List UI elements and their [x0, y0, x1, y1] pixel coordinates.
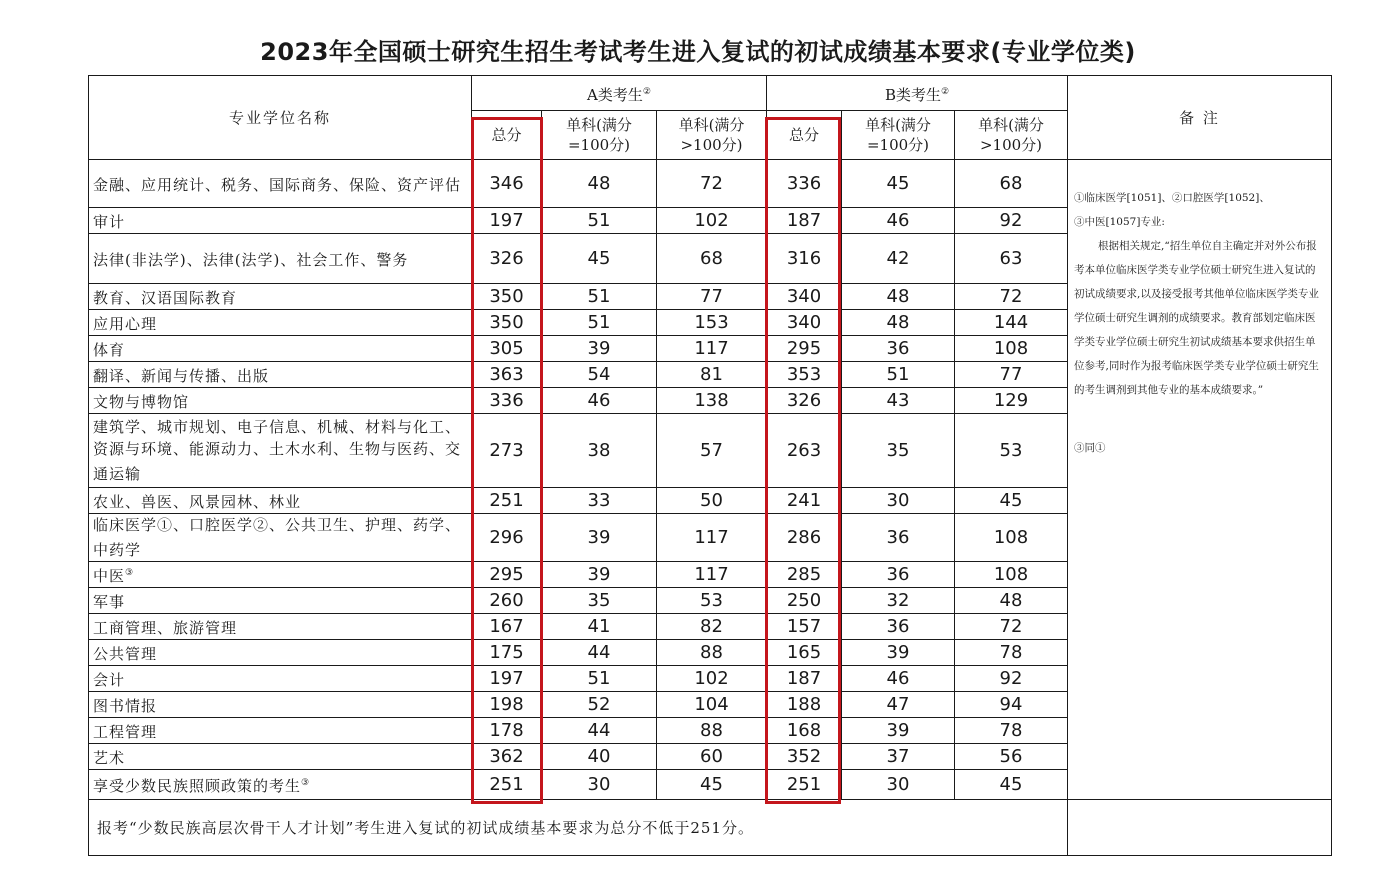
- a-total-cell: 350: [472, 310, 542, 336]
- a-total-cell: 197: [472, 666, 542, 692]
- degree-name-cell: 享受少数民族照顾政策的考生③: [89, 770, 472, 800]
- a-single-gt100-cell: 153: [657, 310, 767, 336]
- b-total-cell: 326: [767, 388, 842, 414]
- a-single-100-cell: 33: [542, 488, 657, 514]
- a-single-gt100-cell: 88: [657, 718, 767, 744]
- a-single-100-cell: 40: [542, 744, 657, 770]
- degree-name-cell: 审计: [89, 208, 472, 234]
- degree-name-cell: 临床医学①、口腔医学②、公共卫生、护理、药学、中药学: [89, 514, 472, 562]
- b-single-100-cell: 37: [842, 744, 955, 770]
- b-single-100-cell: 39: [842, 718, 955, 744]
- b-single-gt100-cell: 72: [955, 284, 1068, 310]
- degree-name-cell: 工商管理、旅游管理: [89, 614, 472, 640]
- b-total-cell: 157: [767, 614, 842, 640]
- a-single-gt100-cell: 102: [657, 666, 767, 692]
- a-total-cell: 197: [472, 208, 542, 234]
- b-single-100-cell: 36: [842, 614, 955, 640]
- a-single-gt100-cell: 138: [657, 388, 767, 414]
- a-single-100-cell: 44: [542, 640, 657, 666]
- b-single-gt100-cell: 94: [955, 692, 1068, 718]
- footer-row: [89, 800, 1332, 856]
- a-single-gt100-cell: 77: [657, 284, 767, 310]
- a-single-100-cell: 39: [542, 514, 657, 562]
- b-single-100-cell: 48: [842, 284, 955, 310]
- a-single-gt100-cell: 68: [657, 234, 767, 284]
- b-single-100-cell: 35: [842, 414, 955, 488]
- b-single-100-cell: 46: [842, 208, 955, 234]
- remark-line3: 根据相关规定,“招生单位自主确定并对外公布报考本单位临床医学类专业学位硕士研究生进入复试的初试成绩要求,以及接受报考其他单位临床医学类专业学位硕士研究生调剂的成绩要求。教育部划定临床医学类专业学位硕士研究生初试成绩基本要求供招生单位参考,同时作为报考临床医学类专业学位硕士研究生的考生调剂到其他专业的基本成绩要求。”: [1074, 240, 1319, 396]
- degree-name-cell: 军事: [89, 588, 472, 614]
- b-single-gt100-cell: 77: [955, 362, 1068, 388]
- b-single-100-cell: 48: [842, 310, 955, 336]
- a-single-100-cell: 52: [542, 692, 657, 718]
- score-table: [88, 75, 1332, 856]
- a-total-cell: 251: [472, 488, 542, 514]
- b-single-gt100-cell: 108: [955, 562, 1068, 588]
- degree-name-cell: 公共管理: [89, 640, 472, 666]
- header-row-1: [89, 76, 1332, 111]
- a-total-cell: 346: [472, 160, 542, 208]
- a-single-gt100-cell: 117: [657, 562, 767, 588]
- a-single-gt100-cell: 82: [657, 614, 767, 640]
- b-total-cell: 188: [767, 692, 842, 718]
- a-total-cell: 198: [472, 692, 542, 718]
- a-total-cell: 295: [472, 562, 542, 588]
- a-total-header: 总分: [472, 111, 542, 160]
- b-single-100-cell: 46: [842, 666, 955, 692]
- a-single-100-cell: 54: [542, 362, 657, 388]
- b-total-cell: 165: [767, 640, 842, 666]
- b-single-100-cell: 45: [842, 160, 955, 208]
- degree-name-cell: 会计: [89, 666, 472, 692]
- b-total-cell: 352: [767, 744, 842, 770]
- b-single-100-header: 单科(满分 =100分): [842, 111, 955, 160]
- b-single-gt100-cell: 78: [955, 718, 1068, 744]
- a-single-100-header: 单科(满分 =100分): [542, 111, 657, 160]
- a-total-cell: 251: [472, 770, 542, 800]
- a-single-gt100-cell: 72: [657, 160, 767, 208]
- b-total-cell: 241: [767, 488, 842, 514]
- degree-name-cell: 法律(非法学)、法律(法学)、社会工作、警务: [89, 234, 472, 284]
- b-total-cell: 263: [767, 414, 842, 488]
- a-single-100-cell: 51: [542, 310, 657, 336]
- a-total-cell: 326: [472, 234, 542, 284]
- b-single-gt100-cell: 68: [955, 160, 1068, 208]
- a-single-100-cell: 39: [542, 336, 657, 362]
- b-total-cell: 250: [767, 588, 842, 614]
- degree-name-header: 专业学位名称: [89, 76, 472, 160]
- remarks-cell: [1068, 160, 1332, 800]
- a-single-gt100-cell: 57: [657, 414, 767, 488]
- degree-name-cell: 艺术: [89, 744, 472, 770]
- a-total-cell: 175: [472, 640, 542, 666]
- a-single-100-cell: 51: [542, 284, 657, 310]
- b-single-gt100-cell: 144: [955, 310, 1068, 336]
- a-single-100-cell: 51: [542, 666, 657, 692]
- a-total-cell: 336: [472, 388, 542, 414]
- a-total-cell: 178: [472, 718, 542, 744]
- a-total-cell: 362: [472, 744, 542, 770]
- footer-note: 报考“少数民族高层次骨干人才计划”考生进入复试的初试成绩基本要求为总分不低于251分。: [89, 800, 1068, 856]
- b-single-gt100-cell: 108: [955, 336, 1068, 362]
- b-total-cell: 340: [767, 310, 842, 336]
- b-single-gt100-header: 单科(满分 >100分): [955, 111, 1068, 160]
- b-single-100-cell: 30: [842, 488, 955, 514]
- a-total-cell: 305: [472, 336, 542, 362]
- b-total-cell: 286: [767, 514, 842, 562]
- degree-name-cell: 文物与博物馆: [89, 388, 472, 414]
- b-single-100-cell: 30: [842, 770, 955, 800]
- b-single-100-cell: 36: [842, 336, 955, 362]
- a-single-100-cell: 38: [542, 414, 657, 488]
- a-total-cell: 167: [472, 614, 542, 640]
- b-single-gt100-cell: 108: [955, 514, 1068, 562]
- b-total-cell: 251: [767, 770, 842, 800]
- a-single-100-cell: 48: [542, 160, 657, 208]
- b-single-gt100-cell: 45: [955, 488, 1068, 514]
- table-row: [89, 160, 1332, 208]
- remarks-header: 备 注: [1068, 76, 1332, 160]
- b-total-cell: 340: [767, 284, 842, 310]
- degree-name-cell: 金融、应用统计、税务、国际商务、保险、资产评估: [89, 160, 472, 208]
- footer-remarks-empty: [1068, 800, 1332, 856]
- degree-name-cell: 应用心理: [89, 310, 472, 336]
- degree-name-cell: 建筑学、城市规划、电子信息、机械、材料与化工、资源与环境、能源动力、土木水利、生物与医药、交通运输: [89, 414, 472, 488]
- group-b-header: B类考生②: [767, 76, 1068, 111]
- degree-name-cell: 工程管理: [89, 718, 472, 744]
- remark-line1: ①临床医学[1051]、②口腔医学[1052]、: [1074, 192, 1270, 204]
- degree-name-cell: 农业、兽医、风景园林、林业: [89, 488, 472, 514]
- b-total-cell: 168: [767, 718, 842, 744]
- a-single-gt100-cell: 60: [657, 744, 767, 770]
- b-single-100-cell: 51: [842, 362, 955, 388]
- a-single-100-cell: 39: [542, 562, 657, 588]
- a-single-gt100-cell: 81: [657, 362, 767, 388]
- remark-line2: ③中医[1057]专业:: [1074, 216, 1165, 228]
- b-single-gt100-cell: 92: [955, 208, 1068, 234]
- a-single-gt100-cell: 53: [657, 588, 767, 614]
- b-single-gt100-cell: 56: [955, 744, 1068, 770]
- a-single-gt100-header: 单科(满分 >100分): [657, 111, 767, 160]
- a-total-cell: 273: [472, 414, 542, 488]
- b-total-cell: 295: [767, 336, 842, 362]
- b-single-gt100-cell: 92: [955, 666, 1068, 692]
- b-single-100-cell: 42: [842, 234, 955, 284]
- b-total-cell: 187: [767, 666, 842, 692]
- degree-name-cell: 图书情报: [89, 692, 472, 718]
- remark-line4: ③同①: [1074, 442, 1106, 454]
- b-total-cell: 187: [767, 208, 842, 234]
- a-single-gt100-cell: 50: [657, 488, 767, 514]
- degree-name-cell: 体育: [89, 336, 472, 362]
- page-title: 2023年全国硕士研究生招生考试考生进入复试的初试成绩基本要求(专业学位类): [260, 38, 1136, 66]
- b-single-100-cell: 36: [842, 562, 955, 588]
- degree-name-cell: 翻译、新闻与传播、出版: [89, 362, 472, 388]
- b-single-gt100-cell: 48: [955, 588, 1068, 614]
- b-total-header: 总分: [767, 111, 842, 160]
- b-single-gt100-cell: 63: [955, 234, 1068, 284]
- a-single-gt100-cell: 45: [657, 770, 767, 800]
- a-single-100-cell: 45: [542, 234, 657, 284]
- degree-name-cell: 中医③: [89, 562, 472, 588]
- b-single-100-cell: 32: [842, 588, 955, 614]
- a-single-100-cell: 46: [542, 388, 657, 414]
- b-total-cell: 285: [767, 562, 842, 588]
- a-single-gt100-cell: 117: [657, 514, 767, 562]
- a-single-gt100-cell: 102: [657, 208, 767, 234]
- b-single-gt100-cell: 53: [955, 414, 1068, 488]
- b-total-cell: 336: [767, 160, 842, 208]
- b-total-cell: 316: [767, 234, 842, 284]
- a-total-cell: 350: [472, 284, 542, 310]
- a-single-100-cell: 51: [542, 208, 657, 234]
- a-single-100-cell: 44: [542, 718, 657, 744]
- b-single-gt100-cell: 45: [955, 770, 1068, 800]
- a-single-gt100-cell: 88: [657, 640, 767, 666]
- a-single-gt100-cell: 117: [657, 336, 767, 362]
- a-single-100-cell: 35: [542, 588, 657, 614]
- a-total-cell: 260: [472, 588, 542, 614]
- a-total-cell: 363: [472, 362, 542, 388]
- b-single-100-cell: 36: [842, 514, 955, 562]
- a-single-gt100-cell: 104: [657, 692, 767, 718]
- b-single-100-cell: 39: [842, 640, 955, 666]
- a-total-cell: 296: [472, 514, 542, 562]
- b-total-cell: 353: [767, 362, 842, 388]
- degree-name-cell: 教育、汉语国际教育: [89, 284, 472, 310]
- b-single-gt100-cell: 129: [955, 388, 1068, 414]
- b-single-gt100-cell: 72: [955, 614, 1068, 640]
- b-single-gt100-cell: 78: [955, 640, 1068, 666]
- a-single-100-cell: 41: [542, 614, 657, 640]
- group-a-header: A类考生②: [472, 76, 767, 111]
- b-single-100-cell: 43: [842, 388, 955, 414]
- a-single-100-cell: 30: [542, 770, 657, 800]
- b-single-100-cell: 47: [842, 692, 955, 718]
